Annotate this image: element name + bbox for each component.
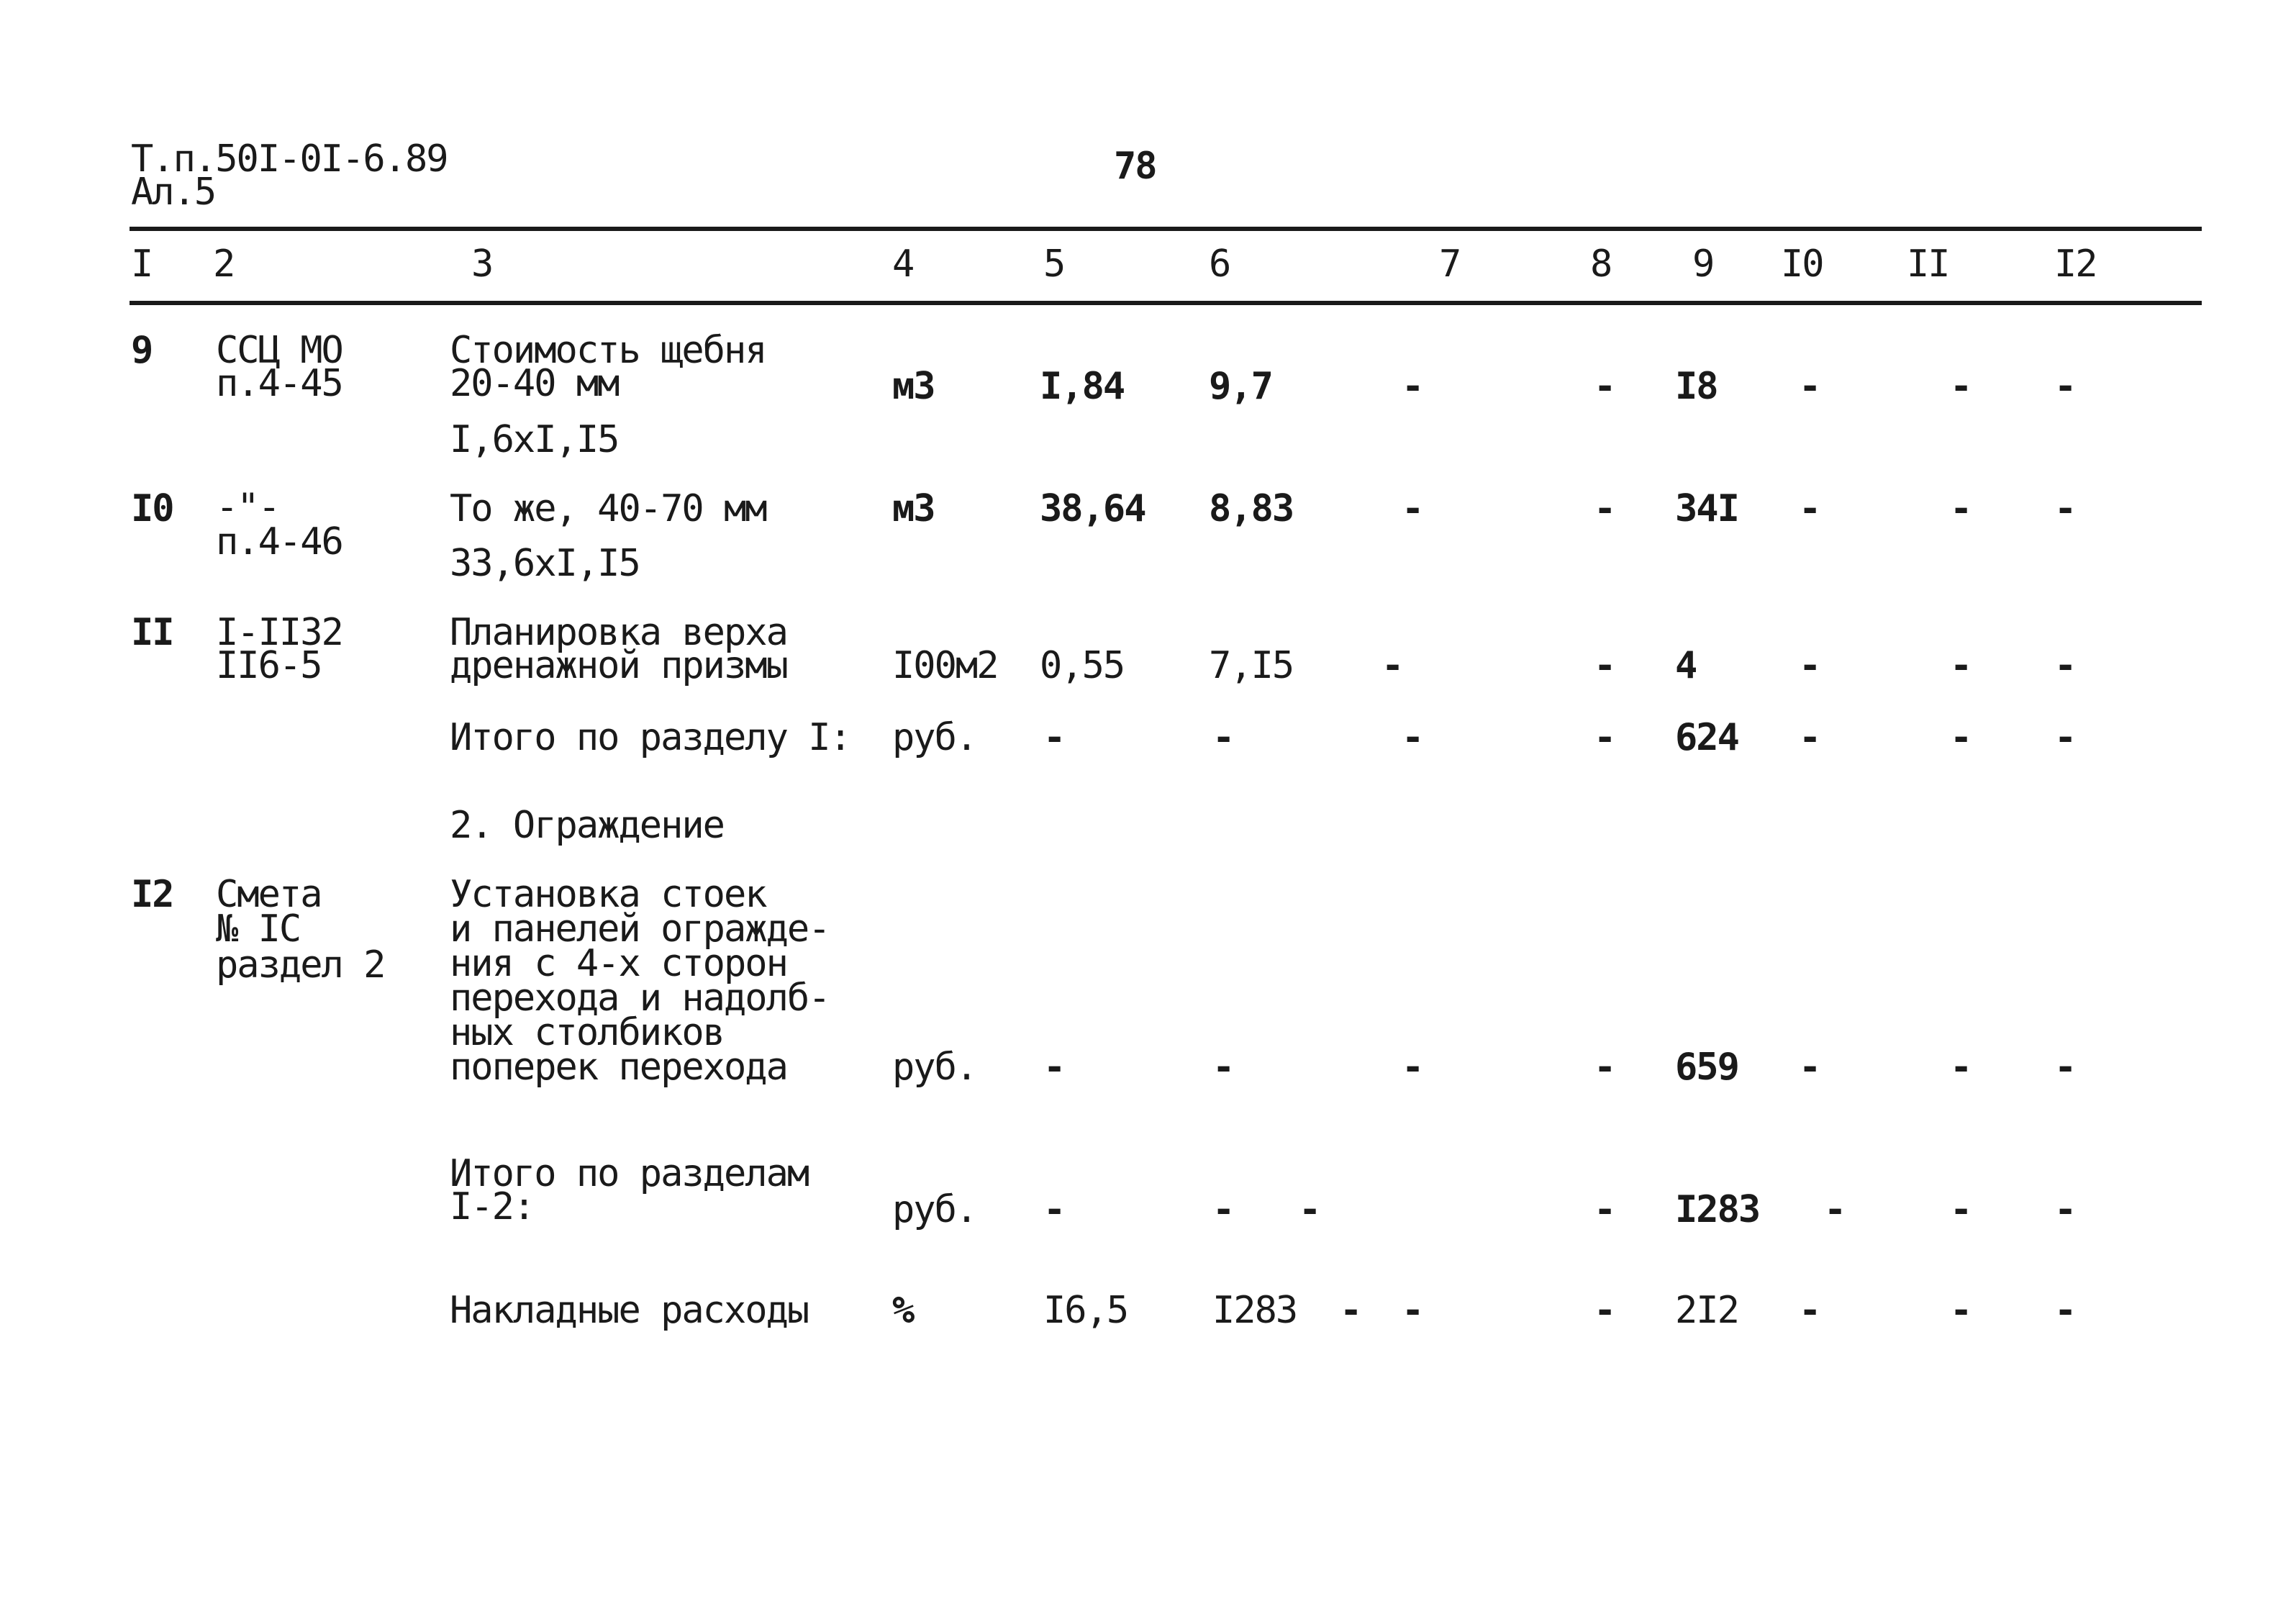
row-col9: 659 [1675, 1046, 1738, 1089]
row-number: I2 [131, 873, 173, 916]
col-header: 6 [1209, 243, 1230, 286]
row-price: - [1212, 1046, 1234, 1089]
row-name: Планировка верха [450, 611, 787, 654]
row-qty: 0,55 [1040, 644, 1125, 687]
col-header: I0 [1781, 243, 1823, 286]
row-col8: - [1594, 365, 1615, 408]
section-title: 2. Ограждение [450, 804, 724, 847]
row-col10: - [1799, 716, 1820, 759]
row-number: I0 [131, 487, 173, 530]
row-col9: I283 [1675, 1188, 1760, 1231]
row-name: дренажной призмы [450, 644, 787, 687]
row-calc: I,6хI,I5 [450, 418, 619, 461]
row-price-extra: - [1299, 1188, 1320, 1231]
row-source: II6-5 [216, 644, 322, 687]
row-col8: - [1594, 1188, 1615, 1231]
row-col8: - [1594, 644, 1615, 687]
row-name: То же, 40-70 мм [450, 487, 766, 530]
row-col9: 2I2 [1675, 1289, 1738, 1332]
row-col11: - [1950, 644, 1971, 687]
col-header: I [131, 243, 153, 286]
row-source: № IС [216, 907, 301, 951]
row-col10: - [1799, 644, 1820, 687]
row-price: I283 [1212, 1289, 1297, 1332]
row-col10: - [1824, 1188, 1846, 1231]
row-number: 9 [131, 329, 153, 372]
row-unit: руб. [892, 1046, 977, 1089]
row-name: Стоимость щебня [450, 329, 766, 372]
row-col9: 4 [1675, 644, 1697, 687]
row-col11: - [1950, 1046, 1971, 1089]
row-unit: % [892, 1289, 914, 1332]
row-source: п.4-46 [216, 520, 342, 563]
row-col10: - [1799, 487, 1820, 530]
row-price-extra: - [1340, 1289, 1361, 1332]
col-header: 2 [213, 243, 235, 286]
row-col12: - [2054, 716, 2076, 759]
row-qty: 38,64 [1040, 487, 1145, 530]
row-unit: I00м2 [892, 644, 998, 687]
row-qty: - [1043, 1046, 1065, 1089]
row-name: перехода и надолб- [450, 977, 830, 1020]
row-qty: I,84 [1040, 365, 1125, 408]
col-header: 5 [1043, 243, 1065, 286]
subtotal-label: Итого по разделу I: [450, 716, 850, 759]
col-header: I2 [2054, 243, 2097, 286]
row-name: ных столбиков [450, 1011, 724, 1054]
row-col11: - [1950, 365, 1971, 408]
row-col7: - [1402, 716, 1423, 759]
row-col8: - [1594, 487, 1615, 530]
overhead-label: Накладные расходы [450, 1289, 809, 1332]
row-name: 20-40 мм [450, 362, 619, 405]
row-source: раздел 2 [216, 943, 385, 987]
row-source: Смета [216, 873, 322, 916]
row-name: и панелей огражде- [450, 907, 830, 951]
header-bottom-rule [130, 301, 2202, 305]
doc-code: Т.п.50I-0I-6.89 [131, 137, 448, 181]
row-unit: м3 [892, 365, 935, 408]
table-top-rule [130, 227, 2202, 231]
col-header: 4 [892, 243, 914, 286]
row-calc: 33,6хI,I5 [450, 542, 640, 585]
row-unit: руб. [892, 716, 977, 759]
total-label: Итого по разделам [450, 1152, 809, 1195]
row-name: Установка стоек [450, 873, 766, 916]
row-col11: - [1950, 487, 1971, 530]
row-col12: - [2054, 365, 2076, 408]
col-header: 9 [1692, 243, 1714, 286]
row-col8: - [1594, 716, 1615, 759]
row-col7: - [1402, 365, 1423, 408]
row-col10: - [1799, 1046, 1820, 1089]
row-col12: - [2054, 1289, 2076, 1332]
row-price: - [1212, 1188, 1234, 1231]
row-col12: - [2054, 1046, 2076, 1089]
row-price: 8,83 [1209, 487, 1294, 530]
row-unit: руб. [892, 1188, 977, 1231]
row-col8: - [1594, 1289, 1615, 1332]
row-col12: - [2054, 487, 2076, 530]
row-col7: - [1402, 487, 1423, 530]
row-name: ния с 4-х сторон [450, 942, 787, 985]
row-price: - [1212, 716, 1234, 759]
row-col10: - [1799, 1289, 1820, 1332]
page-number: 78 [1114, 145, 1156, 188]
total-label: I-2: [450, 1185, 535, 1228]
row-col7: - [1402, 1046, 1423, 1089]
row-qty: I6,5 [1043, 1289, 1128, 1332]
col-header: II [1907, 243, 1949, 286]
album-label: Ал.5 [131, 171, 216, 214]
row-col12: - [2054, 644, 2076, 687]
row-col10: - [1799, 365, 1820, 408]
row-col11: - [1950, 1188, 1971, 1231]
col-header: 3 [471, 243, 493, 286]
row-col7: - [1381, 644, 1403, 687]
row-source: I-II32 [216, 611, 342, 654]
row-source: ССЦ МО [216, 329, 342, 372]
row-col9: 624 [1675, 716, 1738, 759]
row-price: 7,I5 [1209, 644, 1294, 687]
col-header: 8 [1590, 243, 1612, 286]
row-col11: - [1950, 1289, 1971, 1332]
row-col7: - [1402, 1289, 1423, 1332]
row-name: поперек перехода [450, 1046, 787, 1089]
row-unit: м3 [892, 487, 935, 530]
row-number: II [131, 611, 173, 654]
row-col9: 34I [1675, 487, 1738, 530]
row-price: 9,7 [1209, 365, 1272, 408]
row-source: п.4-45 [216, 362, 342, 405]
row-col12: - [2054, 1188, 2076, 1231]
col-header: 7 [1439, 243, 1461, 286]
row-col8: - [1594, 1046, 1615, 1089]
row-col9: I8 [1675, 365, 1718, 408]
row-source: -"- [216, 486, 279, 529]
row-qty: - [1043, 716, 1065, 759]
row-col11: - [1950, 716, 1971, 759]
row-qty: - [1043, 1188, 1065, 1231]
